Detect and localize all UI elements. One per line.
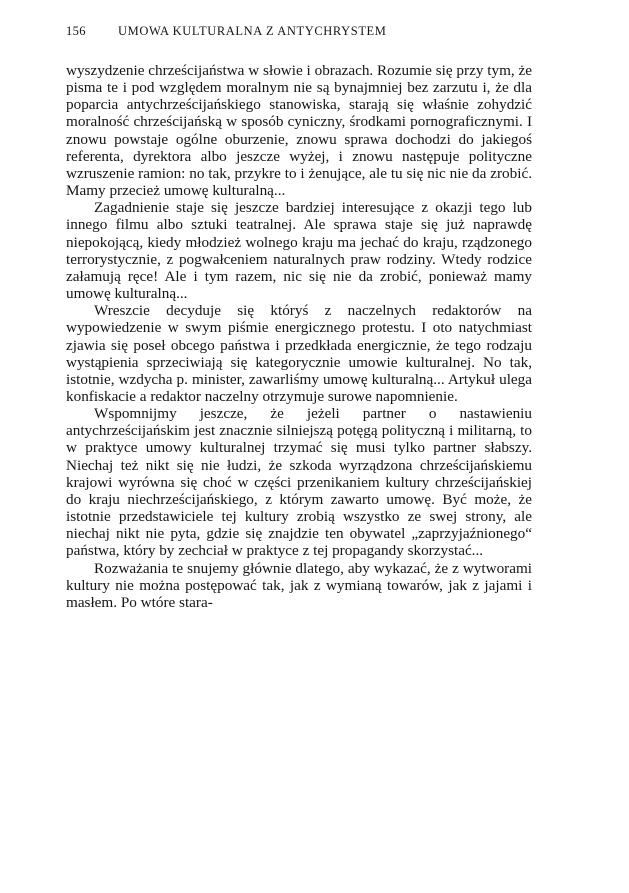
page-number: 156 bbox=[66, 24, 86, 38]
paragraph: Wreszcie decyduje się któryś z naczelnych redaktorów na wypowiedzenie w swym piśmie energicznego protestu. I oto natychmiast zjawia się poseł obcego państwa i przedkłada energicznie, że tego rodzaju wystąpienia sprzeciwiają się kategorycznie umowie kulturalnej. No tak, istotnie, wzdycha p. minister, zawarliśmy umowę kulturalną... Artykuł ulega konfiskacie a redaktor naczelny otrzymuje surowe napomnienie. bbox=[66, 302, 532, 405]
book-page bbox=[66, 24, 532, 611]
body-text bbox=[66, 62, 532, 611]
paragraph: Wspomnijmy jeszcze, że jeżeli partner o nastawieniu antychrześcijańskim jest znacznie silniejszą potęgą polityczną i militarną, to w praktyce umowy kulturalnej trzymać się musi tylko partner słabszy. Niechaj też nikt się nie łudzi, że szkoda wyrządzona chrześcijańskiemu krajowi wyrówna się choć w części przenikaniem kultury chrześcijańskiej do kraju niechrześcijańskiego, z którym zawarto umowę. Być może, że istotnie przedstawiciele tej kultury zrobią wszystko ze swej strony, ale niechaj nikt nie pyta, gdzie się znajdzie ten obywatel „zaprzyjaźnionego“ państwa, który by zechciał w praktyce z tej propagandy skorzystać... bbox=[66, 405, 532, 560]
running-title: UMOWA KULTURALNA Z ANTYCHRYSTEM bbox=[118, 24, 387, 38]
paragraph: Zagadnienie staje się jeszcze bardziej interesujące z okazji tego lub innego filmu albo sztuki teatralnej. Ale sprawa staje się już naprawdę niepokojącą, kiedy młodzież wolnego kraju ma jechać do kraju, rządzonego terrorystycznie, z pogwałceniem naturalnych praw rodziny. Wtedy rodzice załamują ręce! Ale i tym razem, nic się nie da zrobić, ponieważ mamy umowę kulturalną... bbox=[66, 199, 532, 303]
paragraph: wyszydzenie chrześcijaństwa w słowie i obrazach. Rozumie się przy tym, że pisma te i pod względem moralnym nie są bynajmniej bez zarzutu i, że dla poparcia antychrześcijańskiego stanowiska, starają się właśnie zohydzić moralność chrześcijańską w sposób cyniczny, środkami pornograficznymi. I znowu powstaje ogólne oburzenie, znowu sprawa dochodzi do jakiegoś referenta, dyrektora albo jeszcze wyżej, i znowu następuje polityczne wzruszenie ramion: no tak, przykre to i żenujące, ale tu się nic nie da zrobić. Mamy przecież umowę kulturalną... bbox=[66, 62, 532, 200]
running-header bbox=[66, 24, 532, 52]
paragraph: Rozważania te snujemy głównie dlatego, aby wykazać, że z wytworami kultury nie można postępować tak, jak z wymianą towarów, jak z jajami i masłem. Po wtóre stara- bbox=[66, 559, 532, 611]
